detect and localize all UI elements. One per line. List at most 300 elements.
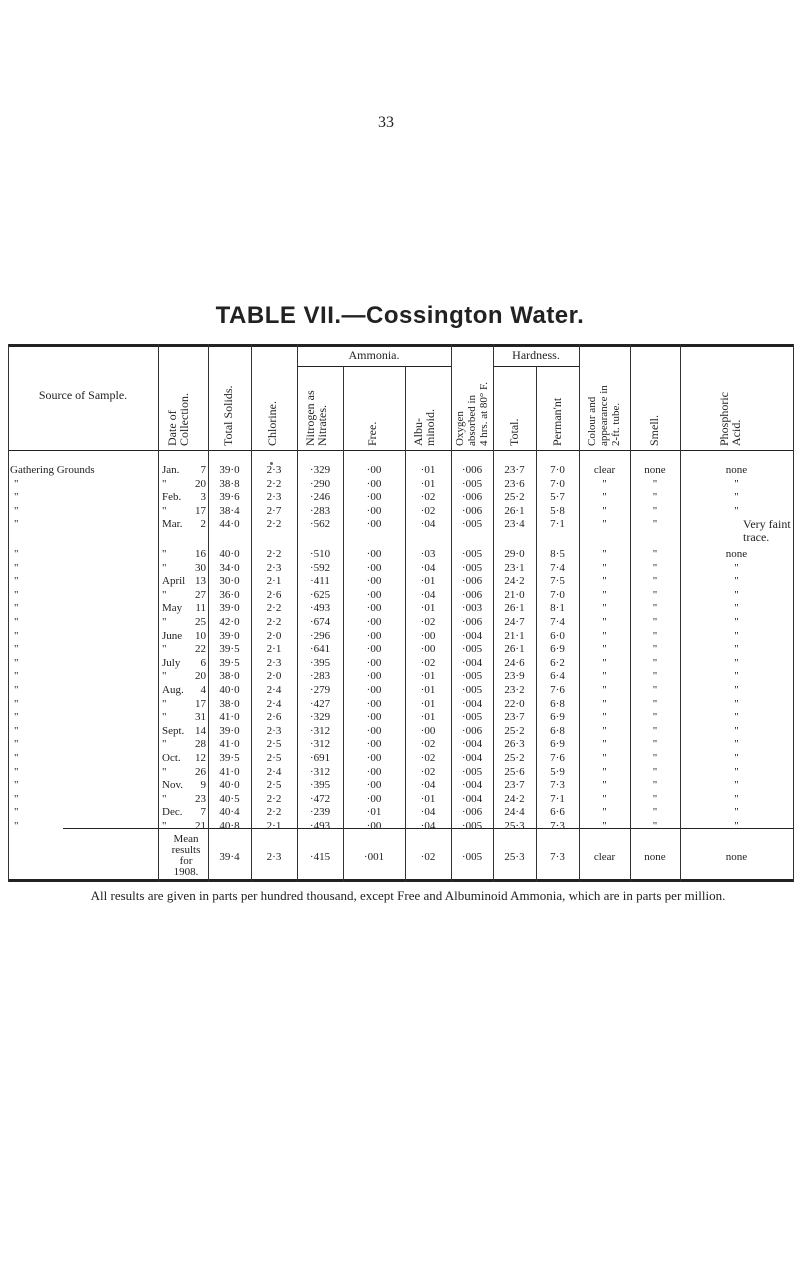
header-smell: Smell. — [647, 414, 661, 446]
row-16-day: 17 — [195, 697, 206, 710]
row-20-alb: ·02 — [420, 752, 436, 764]
row-11-day: 10 — [195, 629, 206, 642]
row-4-oxy: ·005 — [461, 518, 483, 531]
row-22-colour: " — [602, 779, 607, 792]
row-6-phos: " — [734, 561, 739, 574]
row-11-smell: " — [652, 629, 658, 642]
mean-colour: clear — [593, 851, 616, 863]
row-16-free: ·00 — [366, 697, 382, 710]
footnote: All results are given in parts per hundred thousand, except Free and Albuminoid Ammonia, which are in parts per million. — [90, 888, 726, 903]
row-16-perm: 6·8 — [550, 697, 565, 710]
header-oxygen: Oxygen absorbed in 4 hrs. at 80° F. — [454, 381, 490, 446]
row-7-phos: " — [734, 575, 739, 588]
row-17-smell: " — [652, 711, 658, 724]
row-14-smell: " — [652, 670, 658, 683]
row-25-colour: " — [602, 820, 607, 832]
row-8-hard: 21·0 — [504, 588, 525, 601]
row-4-free: ·00 — [366, 518, 382, 531]
mean-solids: 39·4 — [219, 851, 240, 863]
row-7-n: ·411 — [310, 575, 330, 588]
row-11-alb: ·00 — [420, 629, 436, 642]
row-18-phos: " — [734, 724, 739, 737]
row-0-phos: none — [725, 464, 748, 476]
row-24-n: ·239 — [309, 806, 331, 819]
row-10-cl: 2·2 — [266, 616, 282, 628]
row-2-smell: " — [652, 491, 658, 504]
row-12-free: ·00 — [366, 643, 382, 656]
row-19-source: " — [14, 738, 19, 751]
row-1-solids: 38·8 — [219, 477, 240, 490]
row-5-smell: " — [652, 548, 658, 560]
row-19-phos: " — [734, 738, 739, 751]
row-4-colour: " — [602, 518, 607, 531]
row-18-free: ·00 — [366, 724, 382, 737]
row-22-perm: 7·3 — [550, 779, 565, 792]
row-25-free: ·00 — [366, 820, 382, 832]
row-10-solids: 42·0 — [219, 616, 240, 628]
row-16-smell: " — [652, 697, 658, 710]
mean-chlorine: 2·3 — [266, 851, 282, 863]
row-14-perm: 6·4 — [550, 670, 565, 683]
row-17-solids: 41·0 — [219, 711, 240, 724]
row-11-month: June — [162, 629, 183, 642]
row-18-n: ·312 — [309, 724, 331, 737]
row-8-phos: " — [734, 588, 739, 601]
row-15-month: Aug. — [162, 684, 184, 696]
row-5-alb: ·03 — [420, 548, 436, 560]
row-20-oxy: ·004 — [461, 752, 483, 764]
row-21-n: ·312 — [309, 765, 331, 778]
row-19-day: 28 — [195, 738, 206, 751]
row-19-hard: 26·3 — [504, 738, 525, 751]
row-17-alb: ·01 — [420, 711, 436, 724]
row-21-colour: " — [602, 765, 607, 778]
row-0-oxy: ·006 — [461, 464, 483, 476]
page-number: 33 — [378, 114, 394, 131]
header-nitrogen: Nitrogen as Nitrates. — [303, 390, 329, 446]
row-6-n: ·592 — [309, 561, 331, 574]
row-25-hard: 25·3 — [504, 820, 525, 832]
row-13-phos: " — [734, 656, 739, 669]
row-25-day: 21 — [195, 820, 206, 832]
row-20-source: " — [14, 752, 19, 764]
row-10-day: 25 — [195, 616, 206, 628]
row-19-month: " — [162, 738, 167, 751]
row-24-colour: " — [602, 806, 607, 819]
row-3-month: " — [162, 504, 167, 517]
row-9-free: ·00 — [366, 602, 382, 615]
row-5-month: " — [162, 548, 167, 560]
row-13-n: ·395 — [309, 656, 331, 669]
header-source: Source of Sample. — [38, 388, 128, 402]
row-14-day: 20 — [195, 670, 206, 683]
row-9-oxy: ·003 — [461, 602, 483, 615]
row-1-month: " — [162, 477, 167, 490]
row-1-oxy: ·005 — [461, 477, 483, 490]
row-25-source: " — [14, 820, 19, 832]
row-7-alb: ·01 — [420, 575, 436, 588]
row-10-hard: 24·7 — [504, 616, 525, 628]
row-16-n: ·427 — [309, 697, 331, 710]
row-14-hard: 23·9 — [504, 670, 525, 683]
row-1-hard: 23·6 — [504, 477, 525, 490]
row-8-oxy: ·006 — [461, 588, 483, 601]
mean-nitrogen: ·415 — [309, 851, 331, 863]
row-23-phos: " — [734, 792, 739, 805]
row-18-perm: 6·8 — [550, 724, 565, 737]
row-14-oxy: ·005 — [461, 670, 483, 683]
row-11-perm: 6·0 — [550, 629, 565, 642]
row-25-smell: " — [652, 820, 658, 832]
header-free: Free. — [365, 421, 379, 446]
row-0-source: Gathering Grounds — [10, 464, 95, 476]
mean-hardness-total: 25·3 — [504, 851, 525, 863]
row-1-perm: 7·0 — [550, 477, 565, 490]
row-4-alb: ·04 — [420, 518, 436, 531]
row-22-phos: " — [734, 779, 739, 792]
row-2-hard: 25·2 — [504, 491, 525, 504]
row-0-cl: 2·3 — [266, 464, 282, 476]
row-5-colour: " — [602, 548, 607, 560]
row-13-smell: " — [652, 656, 658, 669]
row-23-cl: 2·2 — [266, 792, 282, 805]
row-22-smell: " — [652, 779, 658, 792]
row-9-n: ·493 — [309, 602, 331, 615]
row-6-source: " — [14, 561, 19, 574]
row-3-n: ·283 — [309, 504, 331, 517]
row-19-oxy: ·004 — [461, 738, 483, 751]
row-20-perm: 7·6 — [550, 752, 565, 764]
row-12-solids: 39·5 — [219, 643, 240, 656]
row-10-alb: ·02 — [420, 616, 436, 628]
row-5-cl: 2·2 — [266, 548, 282, 560]
mean-phosphoric: none — [725, 851, 748, 863]
row-4-perm: 7·1 — [550, 518, 565, 531]
row-3-smell: " — [652, 504, 658, 517]
row-16-month: " — [162, 697, 167, 710]
row-9-perm: 8·1 — [550, 602, 565, 615]
row-9-solids: 39·0 — [219, 602, 240, 615]
row-6-alb: ·04 — [420, 561, 436, 574]
row-1-phos: " — [734, 477, 739, 490]
row-6-day: 30 — [195, 561, 206, 574]
row-12-phos: " — [734, 643, 739, 656]
row-14-alb: ·01 — [420, 670, 436, 683]
row-8-smell: " — [652, 588, 658, 601]
row-10-oxy: ·006 — [461, 616, 483, 628]
row-9-hard: 26·1 — [504, 602, 525, 615]
row-2-solids: 39·6 — [219, 491, 240, 504]
row-2-day: 3 — [200, 491, 206, 504]
row-7-smell: " — [652, 575, 658, 588]
header-colour: Colour and appearance in 2-ft. tube. — [586, 385, 622, 446]
row-23-hard: 24·2 — [504, 792, 525, 805]
row-18-solids: 39·0 — [219, 724, 240, 737]
row-3-cl: 2·7 — [266, 504, 282, 517]
row-2-oxy: ·006 — [461, 491, 483, 504]
row-22-day: 9 — [200, 779, 206, 792]
row-20-colour: " — [602, 752, 607, 764]
row-9-alb: ·01 — [420, 602, 436, 615]
row-19-colour: " — [602, 738, 607, 751]
row-11-colour: " — [602, 629, 607, 642]
row-11-hard: 21·1 — [504, 629, 525, 642]
row-0-colour: clear — [593, 464, 616, 476]
row-25-n: ·493 — [309, 820, 331, 832]
row-21-source: " — [14, 765, 19, 778]
row-20-hard: 25·2 — [504, 752, 525, 764]
row-8-n: ·625 — [309, 588, 331, 601]
row-3-free: ·00 — [366, 504, 382, 517]
row-23-day: 23 — [195, 792, 206, 805]
row-2-month: Feb. — [162, 491, 182, 504]
row-17-month: " — [162, 711, 167, 724]
row-14-phos: " — [734, 670, 739, 683]
row-9-cl: 2·2 — [266, 602, 282, 615]
row-25-perm: 7·3 — [550, 820, 565, 832]
row-13-solids: 39·5 — [219, 656, 240, 669]
row-19-solids: 41·0 — [219, 738, 240, 751]
row-21-free: ·00 — [366, 765, 382, 778]
row-17-free: ·00 — [366, 711, 382, 724]
header-total-solids: Total Solids. — [221, 385, 235, 446]
mean-oxygen: ·005 — [461, 851, 483, 863]
row-17-phos: " — [734, 711, 739, 724]
row-6-solids: 34·0 — [219, 561, 240, 574]
row-0-day: 7 — [200, 464, 206, 476]
row-21-cl: 2·4 — [266, 765, 282, 778]
row-24-oxy: ·006 — [461, 806, 483, 819]
row-17-day: 31 — [195, 711, 206, 724]
row-13-perm: 6·2 — [550, 656, 565, 669]
row-3-alb: ·02 — [420, 504, 436, 517]
row-25-oxy: ·005 — [461, 820, 483, 832]
row-3-perm: 5·8 — [550, 504, 565, 517]
row-24-alb: ·04 — [420, 806, 436, 819]
row-24-perm: 6·6 — [550, 806, 565, 819]
mean-free: ·001 — [363, 851, 385, 863]
row-9-day: 11 — [195, 602, 206, 615]
row-11-oxy: ·004 — [461, 629, 483, 642]
row-1-n: ·290 — [309, 477, 331, 490]
row-16-solids: 38·0 — [219, 697, 240, 710]
row-17-colour: " — [602, 711, 607, 724]
row-4-day: 2 — [200, 518, 206, 531]
row-14-free: ·00 — [366, 670, 382, 683]
row-15-cl: 2·4 — [266, 684, 282, 696]
row-11-phos: " — [734, 629, 739, 642]
row-18-alb: ·00 — [420, 724, 436, 737]
row-2-n: ·246 — [309, 491, 331, 504]
row-6-oxy: ·005 — [461, 561, 483, 574]
row-3-colour: " — [602, 504, 607, 517]
row-10-perm: 7·4 — [550, 616, 565, 628]
row-8-month: " — [162, 588, 167, 601]
row-22-cl: 2·5 — [266, 779, 282, 792]
row-16-phos: " — [734, 697, 739, 710]
row-3-solids: 38·4 — [219, 504, 240, 517]
header-date: Date of Collection. — [165, 393, 191, 446]
row-6-month: " — [162, 561, 167, 574]
row-5-hard: 29·0 — [504, 548, 525, 560]
row-11-source: " — [14, 629, 19, 642]
row-20-smell: " — [652, 752, 658, 764]
row-15-perm: 7·6 — [550, 684, 565, 696]
header-rule — [8, 450, 794, 451]
row-22-alb: ·04 — [420, 779, 436, 792]
table-bottom-rule — [8, 879, 794, 882]
row-24-source: " — [14, 806, 19, 819]
row-2-source: " — [14, 491, 19, 504]
row-6-free: ·00 — [366, 561, 382, 574]
row-10-phos: " — [734, 616, 739, 628]
row-4-month: Mar. — [162, 518, 183, 531]
row-19-perm: 6·9 — [550, 738, 565, 751]
row-18-oxy: ·006 — [461, 724, 483, 737]
row-23-source: " — [14, 792, 19, 805]
row-12-oxy: ·005 — [461, 643, 483, 656]
row-15-alb: ·01 — [420, 684, 436, 696]
row-7-hard: 24·2 — [504, 575, 525, 588]
row-3-day: 17 — [195, 504, 206, 517]
row-10-n: ·674 — [309, 616, 331, 628]
row-23-oxy: ·004 — [461, 792, 483, 805]
row-14-cl: 2·0 — [266, 670, 282, 683]
header-chlorine: Chlorine. — [265, 401, 279, 446]
row-5-oxy: ·005 — [461, 548, 483, 560]
row-12-cl: 2·1 — [266, 643, 282, 656]
row-0-perm: 7·0 — [550, 464, 565, 476]
row-23-solids: 40·5 — [219, 792, 240, 805]
row-12-month: " — [162, 643, 167, 656]
mean-hardness-permanent: 7·3 — [550, 851, 565, 863]
row-16-oxy: ·004 — [461, 697, 483, 710]
row-0-n: ·329 — [309, 464, 331, 476]
table-title: TABLE VII.—Cossington Water. — [215, 302, 585, 329]
row-11-free: ·00 — [366, 629, 382, 642]
row-14-colour: " — [602, 670, 607, 683]
row-16-cl: 2·4 — [266, 697, 282, 710]
row-1-day: 20 — [195, 477, 206, 490]
row-23-colour: " — [602, 792, 607, 805]
row-6-hard: 23·1 — [504, 561, 525, 574]
row-4-n: ·562 — [309, 518, 331, 531]
row-7-perm: 7·5 — [550, 575, 565, 588]
row-15-colour: " — [602, 684, 607, 696]
row-7-oxy: ·006 — [461, 575, 483, 588]
row-12-colour: " — [602, 643, 607, 656]
row-6-cl: 2·3 — [266, 561, 282, 574]
row-25-solids: 40·8 — [219, 820, 240, 832]
row-22-month: Nov. — [162, 779, 183, 792]
row-5-day: 16 — [195, 548, 206, 560]
row-14-n: ·283 — [309, 670, 331, 683]
row-15-day: 4 — [200, 684, 206, 696]
row-7-source: " — [14, 575, 19, 588]
row-5-perm: 8·5 — [550, 548, 565, 560]
row-11-cl: 2·0 — [266, 629, 282, 642]
row-24-day: 7 — [200, 806, 206, 819]
row-12-perm: 6·9 — [550, 643, 565, 656]
row-23-n: ·472 — [309, 792, 331, 805]
row-17-perm: 6·9 — [550, 711, 565, 724]
row-18-colour: " — [602, 724, 607, 737]
row-24-month: Dec. — [162, 806, 183, 819]
row-11-n: ·296 — [309, 629, 331, 642]
row-0-month: Jan. — [162, 464, 180, 476]
row-3-oxy: ·006 — [461, 504, 483, 517]
header-total: Total. — [507, 418, 521, 446]
row-7-solids: 30·0 — [219, 575, 240, 588]
row-10-source: " — [14, 616, 19, 628]
row-20-free: ·00 — [366, 752, 382, 764]
row-21-phos: " — [734, 765, 739, 778]
row-0-solids: 39·0 — [219, 464, 240, 476]
row-7-free: ·00 — [366, 575, 382, 588]
row-8-perm: 7·0 — [550, 588, 565, 601]
row-7-day: 13 — [195, 575, 206, 588]
row-17-n: ·329 — [309, 711, 331, 724]
row-13-cl: 2·3 — [266, 656, 282, 669]
row-22-n: ·395 — [309, 779, 331, 792]
row-9-phos: " — [734, 602, 739, 615]
row-10-smell: " — [652, 616, 658, 628]
row-12-source: " — [14, 643, 19, 656]
row-8-colour: " — [602, 588, 607, 601]
row-1-source: " — [14, 477, 19, 490]
row-18-day: 14 — [195, 724, 206, 737]
row-5-phos: none — [725, 548, 748, 560]
row-25-phos: " — [734, 820, 739, 832]
row-19-free: ·00 — [366, 738, 382, 751]
row-8-solids: 36·0 — [219, 588, 240, 601]
row-12-hard: 26·1 — [504, 643, 525, 656]
row-7-cl: 2·1 — [266, 575, 282, 588]
row-15-n: ·279 — [309, 684, 331, 696]
row-21-solids: 41·0 — [219, 765, 240, 778]
row-1-cl: 2·2 — [266, 477, 282, 490]
row-25-cl: 2·1 — [266, 820, 282, 832]
row-13-colour: " — [602, 656, 607, 669]
row-10-free: ·00 — [366, 616, 382, 628]
row-17-source: " — [14, 711, 19, 724]
row-22-hard: 23·7 — [504, 779, 525, 792]
row-20-phos: " — [734, 752, 739, 764]
row-15-hard: 23·2 — [504, 684, 525, 696]
row-15-phos: " — [734, 684, 739, 696]
row-10-month: " — [162, 616, 167, 628]
row-21-hard: 25·6 — [504, 765, 525, 778]
row-21-smell: " — [652, 765, 658, 778]
mean-albuminoid: ·02 — [420, 851, 436, 863]
row-8-day: 27 — [195, 588, 206, 601]
row-14-source: " — [14, 670, 19, 683]
row-23-smell: " — [652, 792, 658, 805]
row-13-hard: 24·6 — [504, 656, 525, 669]
row-4-hard: 23·4 — [504, 518, 525, 531]
row-24-cl: 2·2 — [266, 806, 282, 819]
row-13-month: July — [162, 656, 181, 669]
row-17-cl: 2·6 — [266, 711, 282, 724]
row-13-free: ·00 — [366, 656, 382, 669]
header-permanent: Perman'nt — [550, 397, 564, 446]
header-phosphoric: Phosphoric Acid. — [717, 392, 743, 446]
row-14-solids: 38·0 — [219, 670, 240, 683]
row-9-source: " — [14, 602, 19, 615]
row-20-day: 12 — [195, 752, 206, 764]
row-15-oxy: ·005 — [461, 684, 483, 696]
row-18-smell: " — [652, 724, 658, 737]
